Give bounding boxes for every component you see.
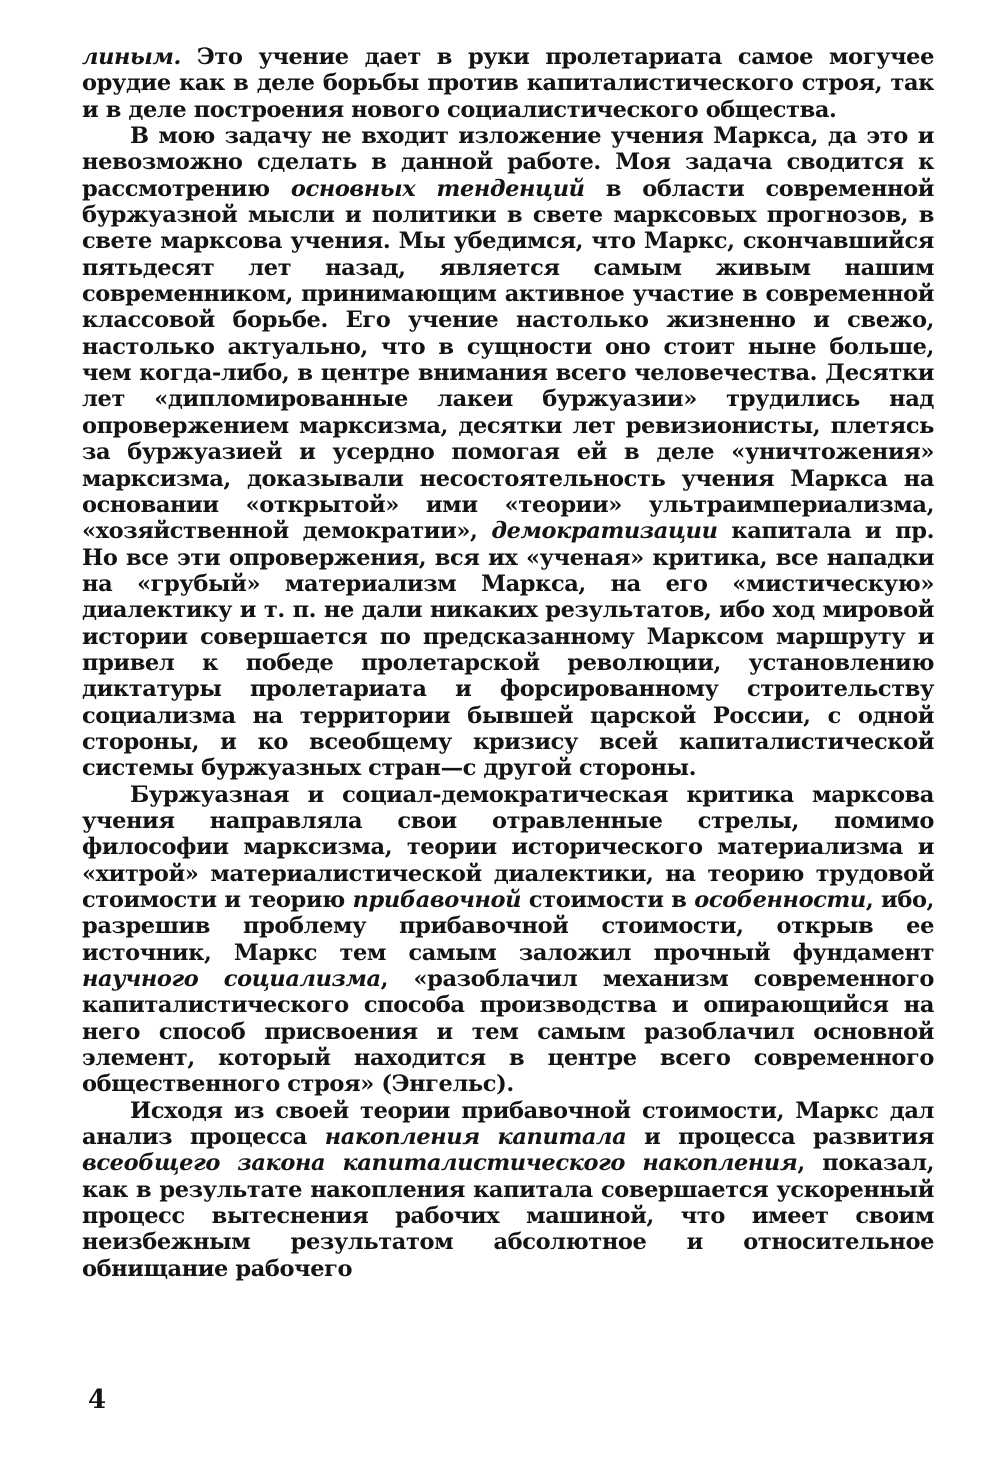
text-fragment: , «разоблачил механизм современного капиталистического способа производства и опирающийся на него способ присвоения и тем самым разоблачил основной элемент, который находится в центре всего современного общественного строя» (Энгельс). [82,966,934,1098]
italic-fragment: особенности [694,887,866,913]
text-fragment: капитала и пр. Но все эти опровержения, вся их «ученая» критика, все нападки на «грубый» материализм Маркса, на его «мистическую» диалектику и т. п. не дали никаких результатов, ибо ход мировой истории совершается по предсказанному Марксом маршруту и привел к победе пролетарской революции, установлению диктатуры пролетариата и форсированному строительству социализма на территории бывшей царской России, с одной стороны, и ко всеобщему кризису всей капиталистической системы буржуазных стран—с другой стороны. [82,518,935,782]
paragraph-1 [82,44,934,123]
italic-fragment: всеобщего закона капиталистического накопления [82,1150,798,1177]
page-number: 4 [88,1385,107,1415]
text-fragment: и процесса развития [626,1124,935,1151]
italic-fragment: демократизации [491,518,718,545]
page-body [82,44,934,1282]
text-fragment: Исходя из своей теории прибавочной стоимости, Маркс дал анализ процесса [82,1097,934,1151]
text-fragment: Это учение дает в руки пролетариата самое могучее орудие как в деле борьбы против капиталистического строя, так и в деле построения нового социалистического общества. [82,44,934,123]
paragraph-4 [82,1098,934,1282]
italic-fragment: научного социализма [82,966,381,993]
italic-fragment: линым. [82,44,181,70]
text-fragment: , показал, как в результате накопления капитала совершается ускоренный процесс вытеснения рабочих машиной, что имеет своим неизбежным результатом абсолютное и относительное обнищание рабочего [82,1150,935,1282]
text-fragment: стоимости в [521,887,695,913]
italic-fragment: основных тенденций [290,175,585,202]
text-fragment: Буржуазная и социал-демократическая критика марксова учения направляла свои отравленные стрелы, помимо философии марксизма, теории исторического материализма и «хитрой» материалистической диалектики, на теорию трудовой стоимости и теорию [82,781,934,913]
text-fragment: , ибо, разрешив проблему прибавочной стоимости, открыв ее источник, Маркс тем самым заложил прочный фундамент [82,887,934,966]
paragraph-3 [82,782,934,1098]
paragraph-2 [82,123,934,782]
italic-fragment: прибавочной [352,887,522,913]
text-fragment: В мою задачу не входит изложение учения Маркса, да это и невозможно сделать в данной работе. Моя задача сводится к рассмотрению [82,123,934,202]
text-fragment: в области современной буржуазной мысли и политики в свете марксовых прогнозов, в свете марксова учения. Мы убедимся, что Маркс, скончавшийся пятьдесят лет назад, является самым живым нашим современником, принимающим активное участие в современной классовой борьбе. Его учение настолько жизненно и свежо, настолько актуально, что в сущности оно стоит ныне больше, чем когда-либо, в центре внимания всего человечества. Десятки лет «дипломированные лакеи буржуазии» трудились над опровержением марксизма, десятки лет ревизионисты, плетясь за буржуазией и усердно помогая ей в деле «уничтожения» марксизма, доказывали несостоятельность учения Маркса на основании «открытой» ими «теории» ультраимпериализма, «хозяйственной демократии», [82,175,934,545]
italic-fragment: накопления капитала [324,1124,627,1151]
